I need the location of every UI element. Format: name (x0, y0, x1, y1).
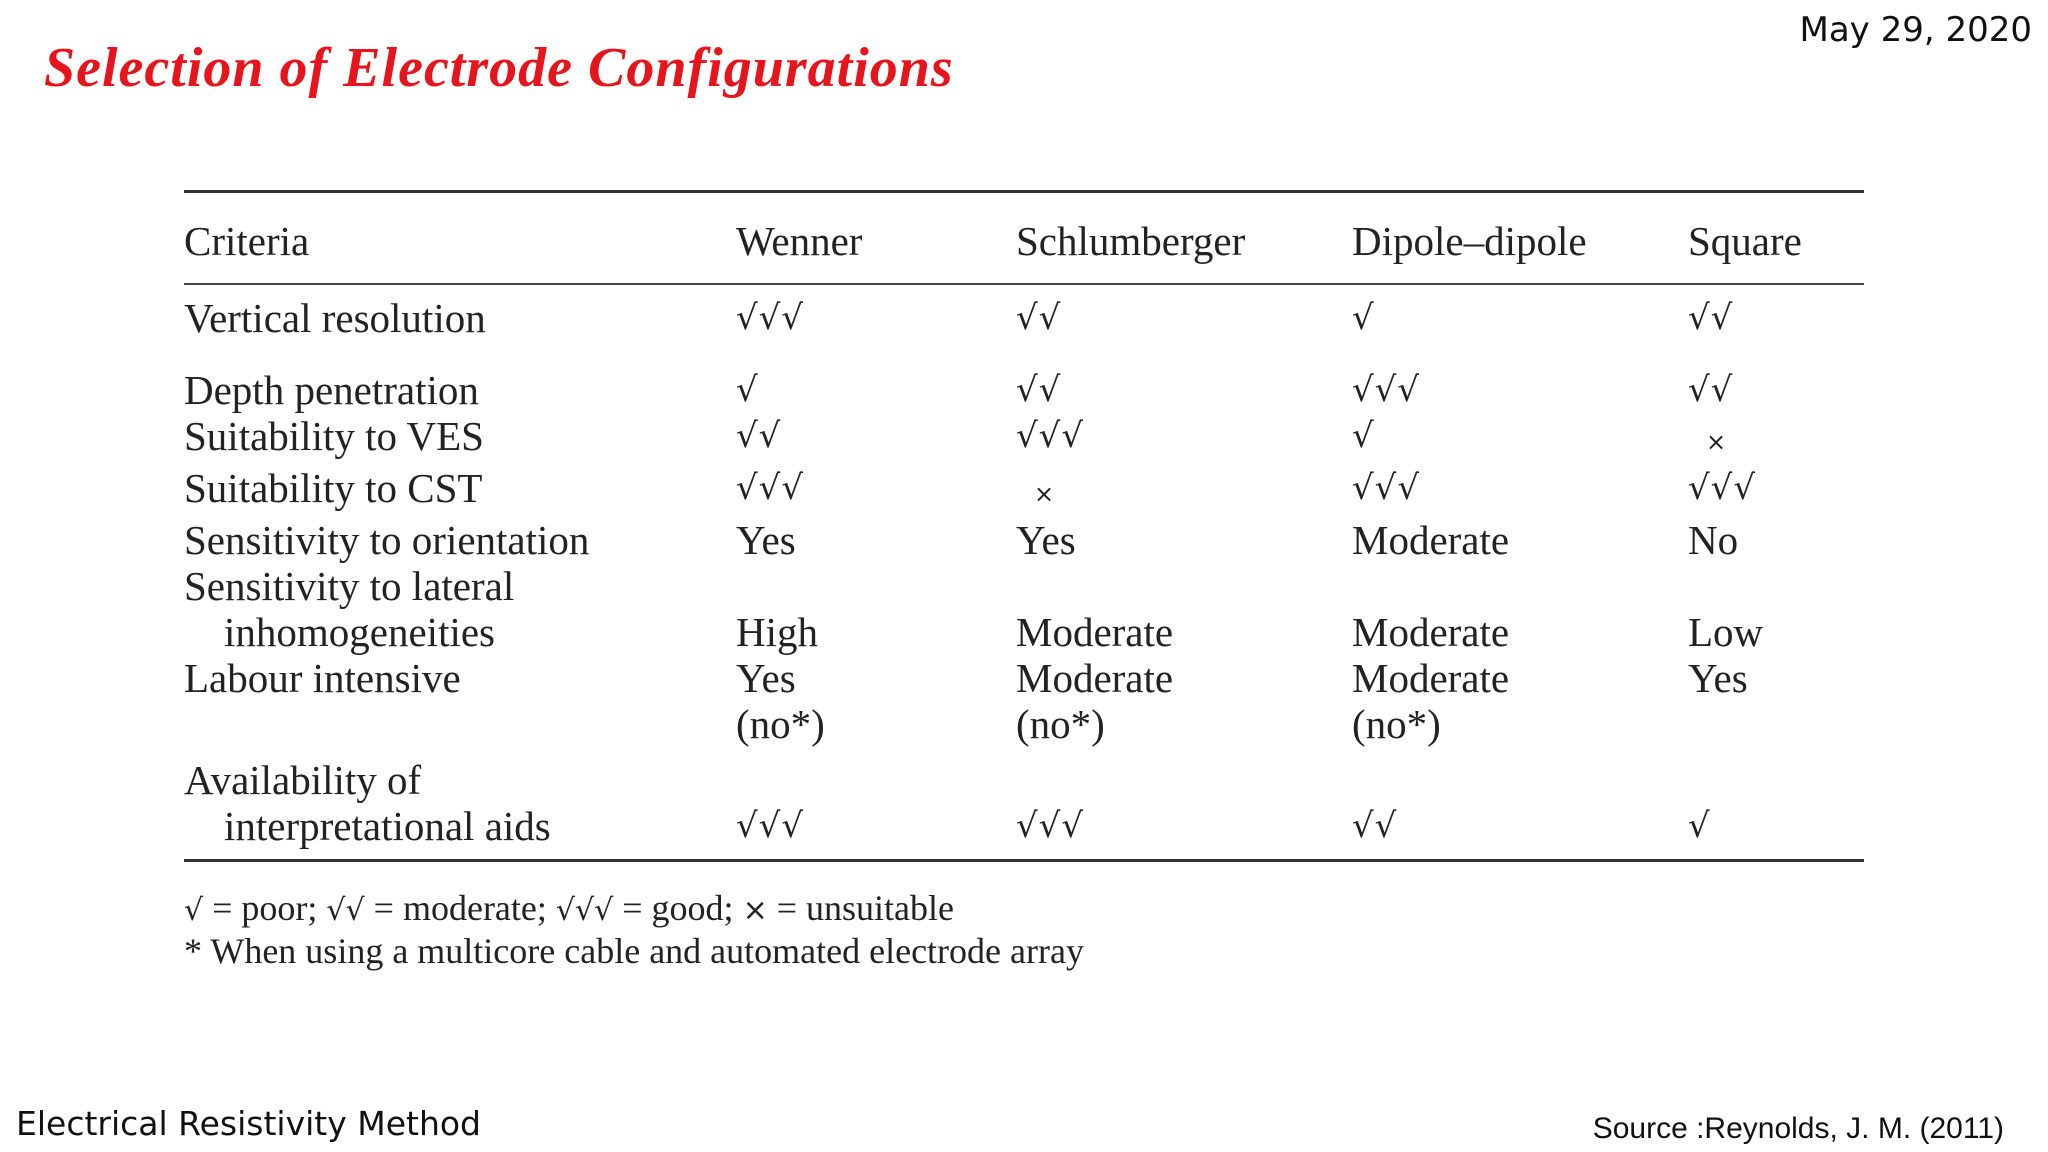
criteria-cell: Sensitivity to orientation (184, 517, 590, 563)
criteria-line: Availability of (184, 757, 422, 803)
unsuitable-symbol: × (742, 893, 768, 928)
slide-title: Selection of Electrode Configurations (44, 37, 954, 99)
unsuitable-label: = unsuitable (776, 888, 954, 928)
rating-cell: √ (1352, 298, 1375, 338)
header-square: Square (1688, 218, 1802, 264)
electrode-configuration-table-figure (184, 190, 1864, 971)
table-legend (184, 888, 1864, 971)
footnote-marker: (no*) (736, 701, 825, 747)
rating-cell (1352, 757, 1688, 849)
criteria-cell: Suitability to VES (184, 413, 484, 459)
rating-cell: √√√ (1688, 468, 1756, 508)
value-cell: No (1688, 517, 1739, 563)
footer-source: Source :Reynolds, J. M. (2011) (1592, 1112, 2004, 1145)
criteria-cell: Labour intensive (184, 655, 461, 701)
table-row (184, 517, 1864, 563)
legend-line (184, 888, 1864, 931)
value-text: Moderate (1016, 655, 1174, 701)
value-cell: Yes (736, 517, 796, 563)
criteria-line: Sensitivity to lateral (184, 563, 515, 609)
value-cell (1352, 655, 1688, 747)
rating-cell: √√√ (736, 468, 804, 508)
value-text: Yes (736, 655, 796, 701)
value-text: Low (1688, 609, 1764, 655)
rating-cell: √√√ (1016, 416, 1084, 456)
value-text: Moderate (1352, 609, 1510, 655)
value-cell (736, 563, 1016, 655)
value-cell (736, 655, 1016, 747)
electrode-configuration-table (184, 193, 1864, 283)
rating-text: √√√ (736, 806, 804, 846)
header-dipole-dipole: Dipole–dipole (1352, 218, 1587, 264)
footnote-marker: (no*) (1016, 701, 1105, 747)
header-wenner: Wenner (736, 218, 863, 264)
criteria-cell (184, 563, 736, 655)
rating-cell (1688, 413, 1864, 465)
good-symbol: √√√ (555, 893, 614, 928)
table-row (184, 413, 1864, 465)
footnote-marker: (no*) (1352, 701, 1441, 747)
table-row (184, 367, 1864, 413)
rating-cell (1688, 757, 1864, 849)
poor-symbol: √ (184, 893, 204, 928)
header-criteria: Criteria (184, 218, 310, 264)
table-row (184, 563, 1864, 655)
moderate-label: = moderate; (373, 888, 547, 928)
good-label: = good; (622, 888, 734, 928)
rating-text: √√ (1352, 806, 1398, 846)
value-cell (1352, 563, 1688, 655)
table-row (184, 757, 1864, 849)
criteria-cell: Suitability to CST (184, 465, 483, 511)
value-cell (1016, 655, 1352, 747)
value-cell: Yes (1688, 655, 1748, 701)
value-text: Moderate (1016, 609, 1174, 655)
rating-cell: √√ (736, 416, 782, 456)
value-cell: Yes (1016, 517, 1076, 563)
unsuitable-mark: × (1706, 428, 1727, 456)
table-footnote: * When using a multicore cable and automated electrode array (184, 931, 1084, 971)
value-cell (1688, 563, 1864, 655)
value-text: Moderate (1352, 655, 1510, 701)
poor-label: = poor; (212, 888, 318, 928)
value-cell: Moderate (1352, 517, 1510, 563)
electrode-configuration-table-body (184, 285, 1864, 859)
rating-cell (1016, 757, 1352, 849)
rating-text: √ (1688, 806, 1711, 846)
moderate-symbol: √√ (326, 893, 365, 928)
rating-cell: √ (1352, 416, 1375, 456)
criteria-cell: Vertical resolution (184, 295, 486, 341)
table-bottom-rule (184, 859, 1864, 862)
rating-cell (1016, 465, 1352, 517)
criteria-line: inhomogeneities (224, 609, 496, 655)
rating-cell (736, 757, 1016, 849)
rating-cell: √√ (1016, 370, 1062, 410)
rating-cell: √√√ (736, 298, 804, 338)
rating-cell: √√√ (1352, 468, 1420, 508)
value-cell (1016, 563, 1352, 655)
value-text: High (736, 609, 818, 655)
rating-cell: √√ (1688, 370, 1734, 410)
table-row (184, 465, 1864, 517)
table-row (184, 655, 1864, 747)
header-schlumberger: Schlumberger (1016, 218, 1246, 264)
rating-cell: √√ (1688, 298, 1734, 338)
criteria-cell: Depth penetration (184, 367, 479, 413)
footer-topic: Electrical Resistivity Method (16, 1104, 481, 1143)
table-header-row (184, 193, 1864, 283)
rating-cell: √ (736, 370, 759, 410)
rating-cell: √√√ (1352, 370, 1420, 410)
table-row (184, 295, 1864, 341)
criteria-line: interpretational aids (224, 803, 551, 849)
criteria-cell (184, 757, 736, 849)
unsuitable-mark: × (1034, 480, 1055, 508)
slide-date: May 29, 2020 (1799, 10, 2032, 50)
rating-cell: √√ (1016, 298, 1062, 338)
rating-text: √√√ (1016, 806, 1084, 846)
